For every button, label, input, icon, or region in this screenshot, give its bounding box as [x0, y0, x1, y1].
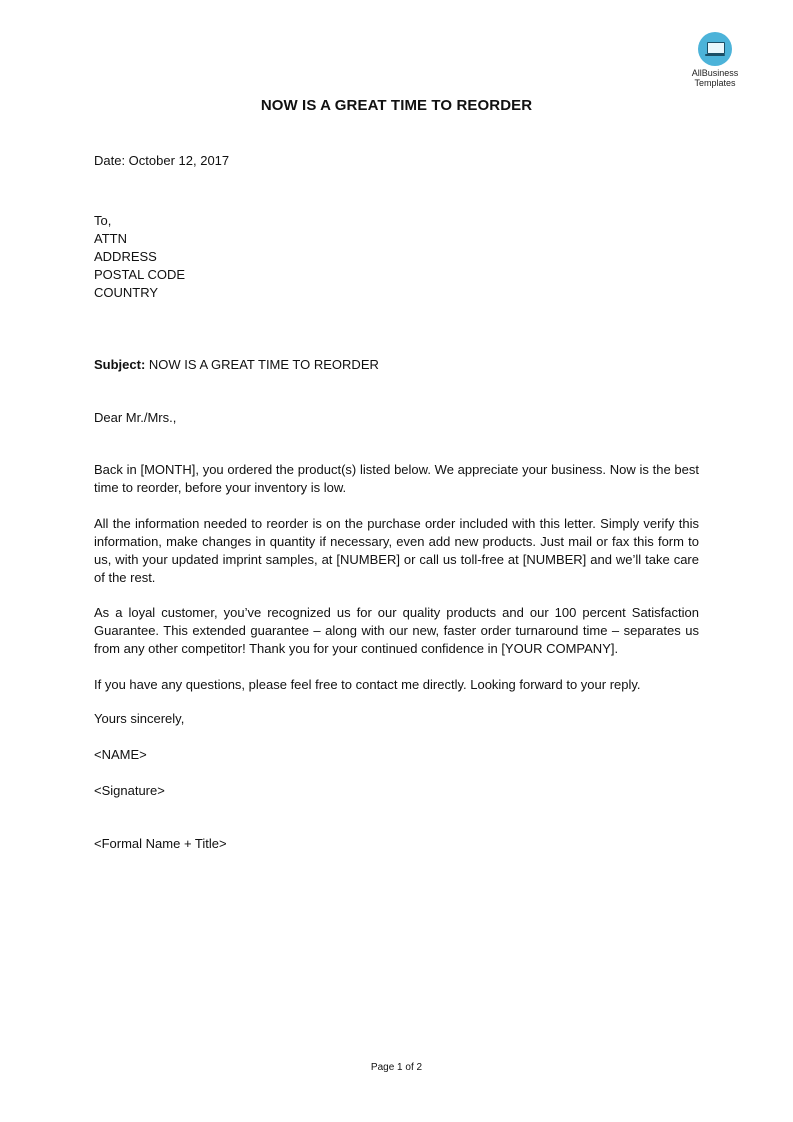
body-paragraph-1: Back in [MONTH], you ordered the product(s) listed below. We appreciate your business. Now is the best time to reorder, before your inventory is low. [94, 462, 699, 495]
signature-placeholder: <Signature> [94, 783, 165, 798]
closing: Yours sincerely, [94, 711, 185, 726]
recipient-address: ADDRESS [94, 249, 157, 264]
brand-logo [684, 32, 746, 88]
recipient-postal-code: POSTAL CODE [94, 267, 186, 282]
sender-name: <NAME> [94, 747, 147, 762]
logo-text-line2: Templates [694, 78, 736, 88]
laptop-icon [698, 32, 732, 66]
recipient-country: COUNTRY [94, 285, 159, 300]
body-paragraph-3: As a loyal customer, you’ve recognized us for our quality products and our 100 percent Satisfaction Guarantee. This extended guarantee – along with our new, faster order turnaround time – separates us from any other competitor! Thank you for your continued confidence in [YOUR COMPANY]. [94, 605, 699, 656]
subject-label: Subject: [94, 357, 146, 372]
body-paragraph-4: If you have any questions, please feel free to contact me directly. Looking forward to your reply. [94, 677, 641, 692]
recipient-attn: ATTN [94, 231, 127, 246]
subject-text: NOW IS A GREAT TIME TO REORDER [148, 357, 379, 372]
date-line: Date: October 12, 2017 [94, 153, 230, 168]
body-paragraph-2: All the information needed to reorder is on the purchase order included with this letter. Simply verify this information, make changes in quantity if necessary, even add new products. Just mail or fax this form to us, with your updated imprint samples, at [NUMBER] or call us toll-free at [NUMBER] and we’ll take care of the rest. [94, 516, 699, 585]
logo-text-line1: AllBusiness [691, 68, 739, 78]
page-title: NOW IS A GREAT TIME TO REORDER [260, 97, 533, 114]
subject-line [94, 356, 379, 374]
recipient-to: To, [94, 213, 112, 228]
salutation: Dear Mr./Mrs., [94, 410, 177, 425]
page-number: Page 1 of 2 [370, 1062, 423, 1073]
formal-name-title: <Formal Name + Title> [94, 836, 227, 851]
